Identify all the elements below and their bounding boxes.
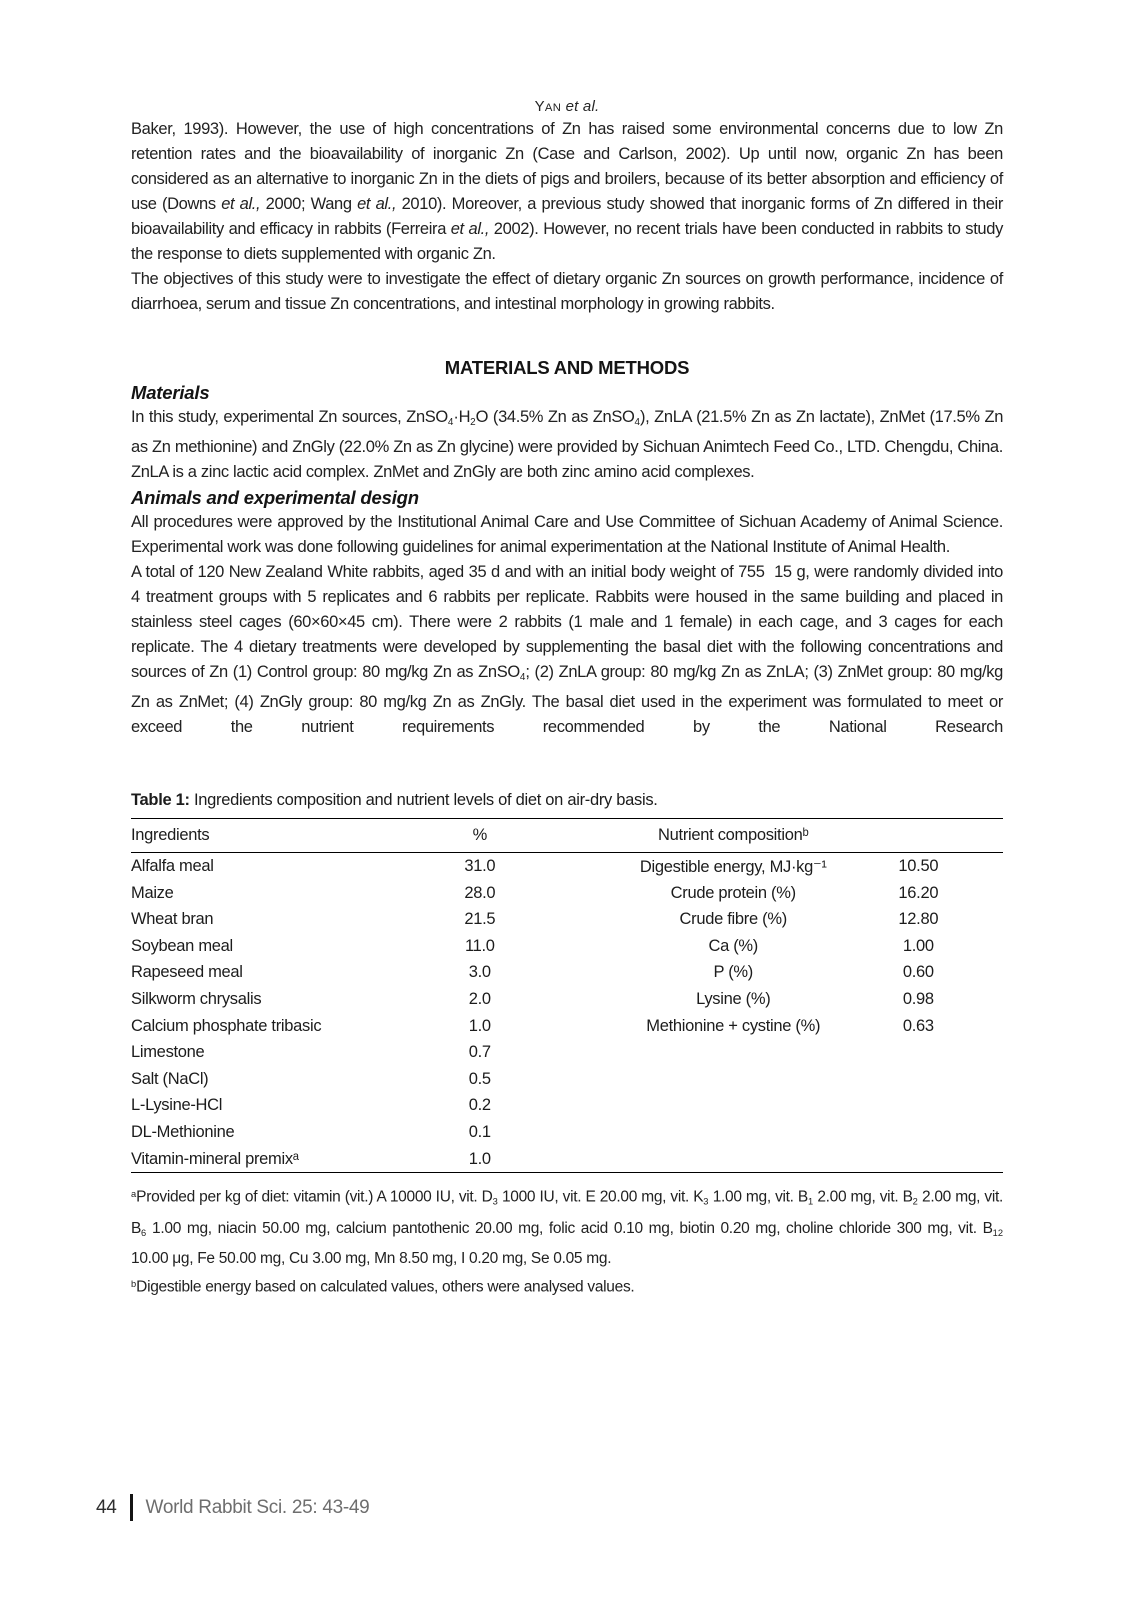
paragraph-intro-2: The objectives of this study were to investigate the effect of dietary organic Zn sources on growth performance, incidence of diarrhoea, serum and tissue Zn concentrations, and intestinal morphology in growing rabbits. <box>131 270 1003 313</box>
column-header-percent: % <box>419 819 541 853</box>
text-segment-sub: 2 <box>470 417 476 429</box>
text-segment-sub: 4 <box>447 417 454 429</box>
table-cell: 21.5 <box>464 910 496 929</box>
text-segment-sup: b <box>131 1278 137 1289</box>
table-cell <box>541 1119 890 1146</box>
table-cell: 0.98 <box>902 990 934 1009</box>
paragraph-materials: In this study, experimental Zn sources, ZnSO4·H2O (34.5% Zn as ZnSO4), ZnLA (21.5% Zn as Zn lactate), ZnMet (17.5% Zn as Zn methionine) and ZnGly (22.0% Zn as Zn glycine) were provided by Sichuan Animtech Feed Co., LTD. Chengdu, China. ZnLA is a zinc lactic acid complex. ZnMet and ZnGly are both zinc amino acid complexes. <box>131 408 1004 482</box>
column-header-ingredients: Ingredients <box>131 819 419 853</box>
table-cell <box>890 1066 1003 1093</box>
table-cell <box>890 1119 1003 1146</box>
table-row <box>131 1066 1003 1093</box>
table-cell: 28.0 <box>464 883 496 902</box>
text-segment-i: et al., <box>450 220 490 238</box>
text-segment-sub: 3 <box>703 1197 709 1208</box>
table-cell: L-Lysine-HCl <box>131 1096 223 1115</box>
table-cell <box>541 1066 890 1093</box>
table-cell: Rapeseed meal <box>131 963 243 982</box>
footer-divider <box>130 1494 133 1521</box>
table-cell: 0.7 <box>468 1043 491 1062</box>
table-row <box>131 1119 1003 1146</box>
table-row <box>131 933 1003 960</box>
table-cell: 2.0 <box>468 990 491 1009</box>
text-segment-i: et al., <box>221 195 261 213</box>
text-segment-sub: 4 <box>634 417 640 429</box>
table-row <box>131 986 1003 1013</box>
text-segment-sub: 2 <box>912 1197 918 1208</box>
table-cell: 1.0 <box>468 1016 491 1035</box>
author-line: YAN et al. <box>534 98 600 115</box>
paragraph-animals-2: A total of 120 New Zealand White rabbits, aged 35 d and with an initial body weight of 755 15 g, were randomly divided into 4 treatment groups with 5 replicates and 6 rabbits per replicate. Rabbits were housed in the same building and placed in stainless steel cages (60×60×45 cm). There were 2 rabbits (1 male and 1 female) in each cage, and 3 cages for each replicate. The 4 dietary treatments were developed by supplementing the basal diet with the following concentrations and sources of Zn (1) Control group: 80 mg/kg Zn as ZnSO4; (2) ZnLA group: 80 mg/kg Zn as ZnLA; (3) ZnMet group: 80 mg/kg Zn as ZnMet; (4) ZnGly group: 80 mg/kg Zn as ZnGly. The basal diet used in the experiment was formulated to meet or exceed the nutrient requirements recommended by the National Research <box>131 563 1003 737</box>
text-segment-i: et al. <box>565 98 600 115</box>
table-cell: DL-Methionine <box>131 1123 235 1142</box>
subsection-heading-animals: Animals and experimental design <box>131 487 419 509</box>
table-cell: Methionine + cystine (%) <box>646 1016 821 1035</box>
table-cell: Vitamin-mineral premixᵃ <box>131 1149 299 1168</box>
table-row <box>131 960 1003 987</box>
table-cell: Lysine (%) <box>696 990 771 1009</box>
subsection-heading-materials: Materials <box>131 382 210 403</box>
table-cell: 31.0 <box>464 857 496 876</box>
table-cell <box>890 1146 1003 1173</box>
table-cell: 11.0 <box>464 936 495 955</box>
table-cell: 12.80 <box>898 910 939 929</box>
table-row <box>131 880 1003 907</box>
table-header-row <box>131 819 1003 853</box>
table-cell: 0.60 <box>902 963 934 982</box>
table-body <box>131 853 1003 1173</box>
column-header-nutrient-composition: Nutrient compositionᵇ <box>541 819 890 853</box>
table-cell: 0.2 <box>468 1096 491 1115</box>
table-row <box>131 1093 1003 1120</box>
running-head <box>131 98 1003 117</box>
table-cell: Calcium phosphate tribasic <box>131 1016 322 1035</box>
paragraph-intro-1: Baker, 1993). However, the use of high concentrations of Zn has raised some environmental concerns due to low Zn retention rates and the bioavailability of inorganic Zn (Case and Carlson, 2002). Up until now, organic Zn has been considered as an alternative to inorganic Zn in the diets of pigs and broilers, because of its better absorption and efficiency of use (Downs et al., 2000; Wang et al., 2010). Moreover, a previous study showed that inorganic forms of Zn differed in their bioavailability and efficacy in rabbits (Ferreira et al., 2002). However, no recent trials have been conducted in rabbits to study the response to diets supplemented with organic Zn. <box>131 120 1004 263</box>
table-row <box>131 907 1003 934</box>
paragraph-animals-1: All procedures were approved by the Institutional Animal Care and Use Committee of Sichuan Academy of Animal Science. Experimental work was done following guidelines for animal experimentation at the National Institute of Animal Health. <box>131 513 1003 557</box>
table-cell: 3.0 <box>468 963 491 982</box>
column-header-value <box>890 819 1003 853</box>
table-cell: Wheat bran <box>131 910 214 929</box>
table-cell: Crude fibre (%) <box>679 910 787 929</box>
table-row <box>131 1146 1003 1173</box>
text-segment-sub: 3 <box>492 1197 498 1208</box>
text-segment-sup: a <box>131 1189 137 1200</box>
table-cell: 10.50 <box>898 857 939 876</box>
table-1-block <box>131 788 1003 1299</box>
table-row <box>131 853 1003 880</box>
table-caption: Table 1: Ingredients composition and nutrient levels of diet on air-dry basis. <box>131 791 658 810</box>
table-cell: Soybean meal <box>131 936 233 955</box>
table-cell: 0.1 <box>468 1123 491 1142</box>
table-cell <box>890 1093 1003 1120</box>
text-segment-sc: AN <box>544 102 562 114</box>
table-cell: Crude protein (%) <box>670 883 796 902</box>
table-cell: Silkworm chrysalis <box>131 990 262 1009</box>
table-footnotes <box>131 1182 1003 1299</box>
journal-citation: World Rabbit Sci. 25: 43-49 <box>145 1496 370 1518</box>
table-cell: P (%) <box>713 963 753 982</box>
text-segment-b: Table 1: <box>131 791 190 810</box>
text-segment-sub: 1 <box>807 1197 814 1208</box>
table-cell: 1.00 <box>902 936 934 955</box>
table-cell <box>890 1039 1003 1066</box>
text-segment-sub: 12 <box>992 1227 1003 1238</box>
table-cell: Digestible energy, MJ·kg⁻¹ <box>639 857 827 876</box>
table-cell <box>541 1039 890 1066</box>
table-cell: Maize <box>131 883 174 902</box>
table-cell: Salt (NaCl) <box>131 1069 209 1088</box>
table-cell: 16.20 <box>898 883 939 902</box>
table-row <box>131 1039 1003 1066</box>
page-content <box>131 98 1003 1300</box>
page-number: 44 <box>96 1496 117 1518</box>
footnote-b: $^b$Digestible energy based on calculated values, others were analysed values. <box>131 1278 635 1296</box>
table-cell: 0.63 <box>902 1016 934 1035</box>
table-cell: Alfalfa meal <box>131 857 214 876</box>
ingredients-table <box>131 818 1003 1173</box>
table-row <box>131 1013 1003 1040</box>
footnote-a: $^a$Provided per kg of diet: vitamin (vit.) A 10000 IU, vit. D3 1000 IU, vit. E 20.00 mg, vit. K3 1.00 mg, vit. B1 2.00 mg, vit. B2 2.00 mg, vit. B6 1.00 mg, niacin 50.00 mg, calcium pantothenic 20.00 mg, folic acid 0.10 mg, biotin 0.20 mg, choline chloride 300 mg, vit. B12 10.00 μg, Fe 50.00 mg, Cu 3.00 mg, Mn 8.50 mg, I 0.20 mg, Se 0.05 mg. <box>131 1189 1003 1268</box>
section-heading-materials-and-methods: MATERIALS AND METHODS <box>444 357 690 378</box>
table-cell: Limestone <box>131 1043 205 1062</box>
table-cell <box>541 1146 890 1173</box>
page-footer <box>96 1494 369 1521</box>
table-cell: 0.5 <box>468 1069 491 1088</box>
text-segment-sub: 4 <box>519 672 526 684</box>
text-segment-i: et al., <box>357 195 397 213</box>
text-segment-sub: 6 <box>141 1227 147 1238</box>
table-header <box>131 819 1003 853</box>
table-cell: Ca (%) <box>708 936 758 955</box>
table-cell: 1.0 <box>468 1149 491 1168</box>
table-cell <box>541 1093 890 1120</box>
